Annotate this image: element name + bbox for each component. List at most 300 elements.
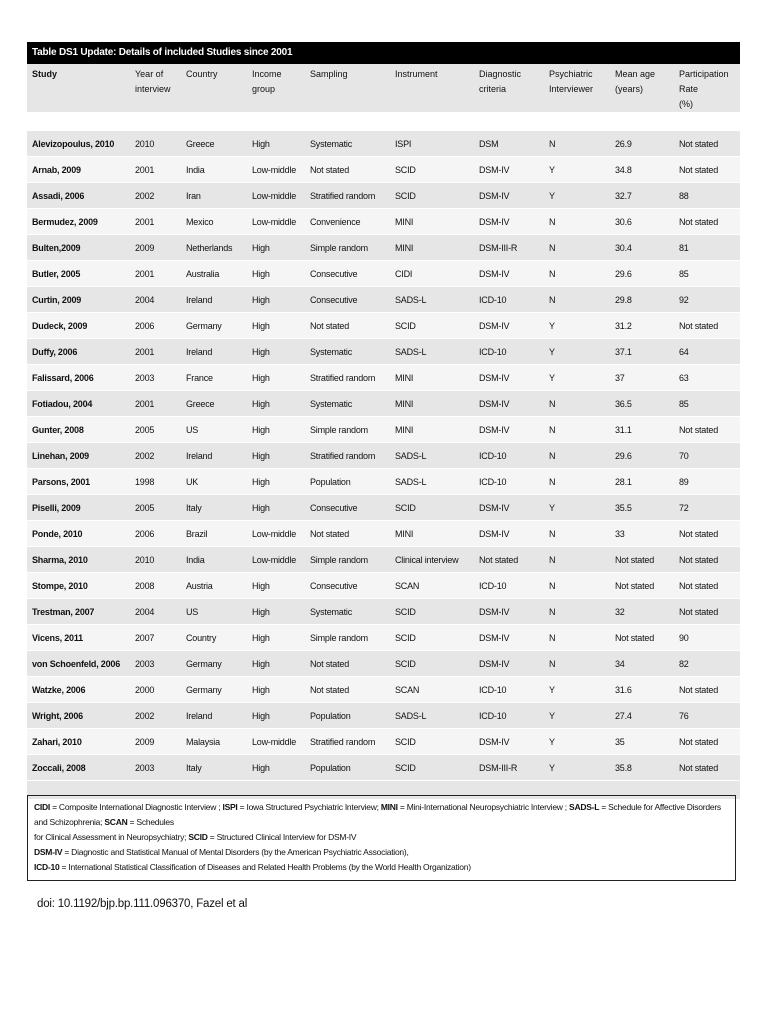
column-header-line: Interviewer	[549, 84, 594, 94]
table-cell: Not stated	[305, 677, 390, 703]
table-cell: High	[247, 235, 305, 261]
table-cell: Malaysia	[181, 729, 247, 755]
table-cell: N	[544, 417, 610, 443]
table-cell: High	[247, 339, 305, 365]
table-cell: N	[544, 469, 610, 495]
table-cell: 85	[674, 261, 740, 287]
table-cell: 89	[674, 469, 740, 495]
table-cell: ICD-10	[474, 339, 544, 365]
study-cell: Stompe, 2010	[27, 573, 130, 599]
table-cell: Not stated	[610, 547, 674, 573]
table-header-row	[27, 64, 740, 113]
study-cell: Vicens, 2011	[27, 625, 130, 651]
table-cell: Low-middle	[247, 521, 305, 547]
study-cell: Arnab, 2009	[27, 157, 130, 183]
abbreviation-legend	[27, 795, 736, 881]
table-cell: 2006	[130, 313, 181, 339]
table-row	[27, 625, 740, 651]
table-cell: 34	[610, 651, 674, 677]
table-cell: Germany	[181, 677, 247, 703]
abbreviation: SADS-L	[569, 802, 600, 812]
table-row	[27, 495, 740, 521]
column-header	[247, 64, 305, 113]
table-cell: Low-middle	[247, 209, 305, 235]
table-cell: N	[544, 573, 610, 599]
table-cell: MINI	[390, 521, 474, 547]
legend-line	[34, 860, 729, 875]
table-cell: 2010	[130, 547, 181, 573]
abbreviation-definition: = Schedule for Affective Disorders and Schizophrenia;	[34, 802, 721, 827]
table-cell: Simple random	[305, 547, 390, 573]
table-cell: N	[544, 131, 610, 157]
table-cell: MINI	[390, 391, 474, 417]
column-header-line: Participation Rate	[679, 69, 729, 94]
table-cell: 2004	[130, 599, 181, 625]
study-cell: Trestman, 2007	[27, 599, 130, 625]
table-cell: 2010	[130, 131, 181, 157]
table-row	[27, 755, 740, 781]
table-row	[27, 573, 740, 599]
study-cell: Fotiadou, 2004	[27, 391, 130, 417]
table-cell: 35	[610, 729, 674, 755]
table-cell: ICD-10	[474, 703, 544, 729]
table-cell: 92	[674, 287, 740, 313]
table-cell: 34.8	[610, 157, 674, 183]
abbreviation: ISPI	[222, 802, 238, 812]
table-cell: High	[247, 287, 305, 313]
table-cell: DSM-IV	[474, 261, 544, 287]
table-cell: 64	[674, 339, 740, 365]
table-cell: 2001	[130, 391, 181, 417]
table-cell: SCAN	[390, 677, 474, 703]
table-cell: Y	[544, 339, 610, 365]
column-header-line: (years)	[615, 84, 644, 94]
table-cell: High	[247, 677, 305, 703]
table-cell: 88	[674, 183, 740, 209]
abbreviation: CIDI	[34, 802, 50, 812]
table-cell: India	[181, 157, 247, 183]
study-cell: Alevizopoulus, 2010	[27, 131, 130, 157]
abbreviation: ICD-10	[34, 862, 60, 872]
table-cell: 2002	[130, 703, 181, 729]
table-cell: 2003	[130, 365, 181, 391]
table-cell: Germany	[181, 651, 247, 677]
table-cell: SADS-L	[390, 339, 474, 365]
study-cell: Butler, 2005	[27, 261, 130, 287]
table-cell: N	[544, 625, 610, 651]
table-cell: DSM-IV	[474, 209, 544, 235]
abbreviation-definition: for Clinical Assessment in Neuropsychiatry;	[34, 832, 189, 842]
column-header-line: Diagnostic criteria	[479, 69, 522, 94]
table-cell: SCID	[390, 157, 474, 183]
table-cell: 2000	[130, 677, 181, 703]
table-cell: 2005	[130, 495, 181, 521]
table-cell: DSM-IV	[474, 313, 544, 339]
column-header-line: Country	[186, 69, 218, 79]
abbreviation: SCAN	[104, 817, 128, 827]
table-cell: 76	[674, 703, 740, 729]
table-cell: Population	[305, 703, 390, 729]
table-cell: Not stated	[674, 417, 740, 443]
column-header	[610, 64, 674, 113]
table-cell: Not stated	[674, 547, 740, 573]
table-cell: 2003	[130, 755, 181, 781]
table-cell: ICD-10	[474, 287, 544, 313]
table-cell: MINI	[390, 365, 474, 391]
table-row	[27, 287, 740, 313]
table-cell: 29.6	[610, 443, 674, 469]
table-cell: N	[544, 235, 610, 261]
abbreviation-definition: = Diagnostic and Statistical Manual of Mental Disorders (by the American Psychiatric Association),	[62, 847, 409, 857]
table-cell: SCID	[390, 755, 474, 781]
table-cell: High	[247, 131, 305, 157]
table-row	[27, 521, 740, 547]
column-header	[305, 64, 390, 113]
table-cell: High	[247, 469, 305, 495]
table-cell: Germany	[181, 313, 247, 339]
table-cell: Not stated	[674, 755, 740, 781]
table-cell: Not stated	[674, 599, 740, 625]
table-cell: 37.1	[610, 339, 674, 365]
column-header-line: interview	[135, 84, 171, 94]
table-cell: 31.6	[610, 677, 674, 703]
table-cell: 31.2	[610, 313, 674, 339]
column-header	[474, 64, 544, 113]
table-cell: 72	[674, 495, 740, 521]
table-cell: N	[544, 261, 610, 287]
abbreviation-definition: = Structured Clinical Interview for DSM-IV	[207, 832, 357, 842]
table-row	[27, 339, 740, 365]
table-cell: SCID	[390, 625, 474, 651]
study-cell: Falissard, 2006	[27, 365, 130, 391]
table-cell: 2001	[130, 209, 181, 235]
table-cell: 32.7	[610, 183, 674, 209]
table-cell: 2009	[130, 729, 181, 755]
table-cell: High	[247, 599, 305, 625]
abbreviation-definition: = Mini-International Neuropsychiatric Interview ;	[397, 802, 570, 812]
table-cell: DSM-IV	[474, 417, 544, 443]
table-cell: N	[544, 521, 610, 547]
table-cell: High	[247, 365, 305, 391]
table-cell: Not stated	[674, 157, 740, 183]
table-cell: High	[247, 417, 305, 443]
table-cell: Simple random	[305, 417, 390, 443]
table-body	[27, 113, 740, 800]
table-cell: 2003	[130, 651, 181, 677]
column-header-line: Mean age	[615, 69, 656, 79]
table-cell: 82	[674, 651, 740, 677]
table-cell: DSM-III-R	[474, 235, 544, 261]
table-cell: 35.5	[610, 495, 674, 521]
table-cell: Consecutive	[305, 287, 390, 313]
study-cell: Assadi, 2006	[27, 183, 130, 209]
table-cell: Consecutive	[305, 573, 390, 599]
table-cell: 81	[674, 235, 740, 261]
table-cell: Y	[544, 729, 610, 755]
table-cell: SCID	[390, 495, 474, 521]
table-cell: Y	[544, 703, 610, 729]
table-cell: DSM-IV	[474, 183, 544, 209]
table-cell: SCID	[390, 651, 474, 677]
table-cell: 63	[674, 365, 740, 391]
table-row	[27, 209, 740, 235]
table-cell: 85	[674, 391, 740, 417]
table-cell: Ireland	[181, 443, 247, 469]
legend-line	[34, 845, 729, 860]
column-header	[674, 64, 740, 113]
table-cell: SADS-L	[390, 287, 474, 313]
table-cell: Brazil	[181, 521, 247, 547]
table-cell: MINI	[390, 235, 474, 261]
table-cell: High	[247, 495, 305, 521]
table-cell: Population	[305, 755, 390, 781]
study-cell: Watzke, 2006	[27, 677, 130, 703]
study-cell: Ponde, 2010	[27, 521, 130, 547]
table-cell: Country	[181, 625, 247, 651]
table-cell: Y	[544, 677, 610, 703]
table-cell: ICD-10	[474, 469, 544, 495]
table-cell: 2009	[130, 235, 181, 261]
table-row	[27, 547, 740, 573]
table-cell: High	[247, 391, 305, 417]
table-row	[27, 391, 740, 417]
doi-citation: doi: 10.1192/bjp.bp.111.096370, Fazel et al	[37, 898, 248, 910]
table-cell: High	[247, 443, 305, 469]
study-cell: Parsons, 2001	[27, 469, 130, 495]
table-cell: Not stated	[674, 573, 740, 599]
studies-table	[27, 64, 740, 799]
table-cell: ICD-10	[474, 443, 544, 469]
table-cell: 36.5	[610, 391, 674, 417]
table-cell: Systematic	[305, 391, 390, 417]
table-cell: Systematic	[305, 339, 390, 365]
table-cell: High	[247, 261, 305, 287]
table-cell: Iran	[181, 183, 247, 209]
table-cell: 37	[610, 365, 674, 391]
column-header-line: Income group	[252, 69, 282, 94]
column-header	[544, 64, 610, 113]
table-cell: High	[247, 313, 305, 339]
table-cell: 90	[674, 625, 740, 651]
table-cell: Greece	[181, 391, 247, 417]
table-cell: High	[247, 755, 305, 781]
table-cell: 2001	[130, 339, 181, 365]
table-cell: Systematic	[305, 599, 390, 625]
table-row	[27, 131, 740, 157]
abbreviation-definition: = Composite International Diagnostic Interview ;	[50, 802, 223, 812]
study-cell: Piselli, 2009	[27, 495, 130, 521]
table-cell: 2001	[130, 157, 181, 183]
table-cell: DSM-IV	[474, 521, 544, 547]
table-cell: Australia	[181, 261, 247, 287]
table-cell: Systematic	[305, 131, 390, 157]
table-cell: Y	[544, 183, 610, 209]
table-cell: 70	[674, 443, 740, 469]
column-header-line: (%)	[679, 99, 693, 109]
table-cell: France	[181, 365, 247, 391]
abbreviation: SCID	[188, 832, 208, 842]
table-cell: Low-middle	[247, 157, 305, 183]
table-cell: Not stated	[474, 547, 544, 573]
spacer-row	[27, 113, 740, 132]
table-cell: Italy	[181, 755, 247, 781]
table-cell: High	[247, 625, 305, 651]
study-cell: Dudeck, 2009	[27, 313, 130, 339]
table-cell: Austria	[181, 573, 247, 599]
table-cell: N	[544, 209, 610, 235]
table-cell: N	[544, 651, 610, 677]
table-cell: Not stated	[674, 729, 740, 755]
table-cell: ICD-10	[474, 573, 544, 599]
table-cell: MINI	[390, 417, 474, 443]
table-cell: 31.1	[610, 417, 674, 443]
table-cell: Y	[544, 755, 610, 781]
table-cell: 2005	[130, 417, 181, 443]
table-cell: 2008	[130, 573, 181, 599]
table-cell: Consecutive	[305, 261, 390, 287]
table-cell: 29.6	[610, 261, 674, 287]
table-cell: 35.8	[610, 755, 674, 781]
table-cell: Low-middle	[247, 729, 305, 755]
study-cell: Bulten,2009	[27, 235, 130, 261]
abbreviation: MINI	[380, 802, 398, 812]
table-row	[27, 261, 740, 287]
study-cell: von Schoenfeld, 2006	[27, 651, 130, 677]
table-cell: SCAN	[390, 573, 474, 599]
table-row	[27, 235, 740, 261]
table-cell: SADS-L	[390, 703, 474, 729]
table-cell: India	[181, 547, 247, 573]
table-row	[27, 443, 740, 469]
table-cell: DSM-III-R	[474, 755, 544, 781]
table-cell: MINI	[390, 209, 474, 235]
abbreviation-definition: = International Statistical Classification of Diseases and Related Health Problems (by the World Health Organization)	[59, 862, 471, 872]
table-cell: Not stated	[674, 521, 740, 547]
table-cell: Convenience	[305, 209, 390, 235]
column-header-line: Study	[32, 69, 58, 79]
table-cell: Not stated	[674, 677, 740, 703]
table-cell: N	[544, 547, 610, 573]
study-cell: Linehan, 2009	[27, 443, 130, 469]
column-header	[27, 64, 130, 113]
table-row	[27, 729, 740, 755]
legend-line	[34, 830, 729, 845]
column-header-line: Sampling	[310, 69, 348, 79]
table-cell: Low-middle	[247, 183, 305, 209]
table-title: Table DS1 Update: Details of included Studies since 2001	[27, 42, 740, 64]
table-cell: SCID	[390, 183, 474, 209]
study-cell: Bermudez, 2009	[27, 209, 130, 235]
table-cell: ISPI	[390, 131, 474, 157]
table-row	[27, 599, 740, 625]
study-cell: Duffy, 2006	[27, 339, 130, 365]
table-cell: 1998	[130, 469, 181, 495]
table-cell: SCID	[390, 313, 474, 339]
table-row	[27, 677, 740, 703]
table-cell: SADS-L	[390, 443, 474, 469]
table-cell: 30.4	[610, 235, 674, 261]
table-cell: DSM-IV	[474, 651, 544, 677]
table-cell: Clinical interview	[390, 547, 474, 573]
table-cell: US	[181, 417, 247, 443]
table-cell: Not stated	[610, 625, 674, 651]
table-cell: CIDI	[390, 261, 474, 287]
table-cell: Stratified random	[305, 183, 390, 209]
table-cell: Stratified random	[305, 443, 390, 469]
table-cell: Not stated	[305, 651, 390, 677]
table-cell: Ireland	[181, 703, 247, 729]
table-cell: Ireland	[181, 287, 247, 313]
table-cell: Population	[305, 469, 390, 495]
table-cell: Y	[544, 495, 610, 521]
table-cell: 2002	[130, 183, 181, 209]
table-cell: Stratified random	[305, 365, 390, 391]
table-cell: N	[544, 391, 610, 417]
table-row	[27, 157, 740, 183]
table-cell: 2004	[130, 287, 181, 313]
table-row	[27, 183, 740, 209]
table-cell: DSM-IV	[474, 625, 544, 651]
study-cell: Gunter, 2008	[27, 417, 130, 443]
table-cell: 32	[610, 599, 674, 625]
abbreviation-definition: = Schedules	[127, 817, 174, 827]
table-cell: Not stated	[305, 313, 390, 339]
table-row	[27, 703, 740, 729]
table-cell: Y	[544, 157, 610, 183]
column-header-line: Instrument	[395, 69, 438, 79]
study-cell: Curtin, 2009	[27, 287, 130, 313]
table-cell: DSM-IV	[474, 495, 544, 521]
table-cell: DSM-IV	[474, 365, 544, 391]
column-header-line: Psychiatric	[549, 69, 593, 79]
table-cell: High	[247, 573, 305, 599]
table-cell: Italy	[181, 495, 247, 521]
table-cell: 2006	[130, 521, 181, 547]
table-cell: Not stated	[610, 573, 674, 599]
study-cell: Wright, 2006	[27, 703, 130, 729]
table-cell: 30.6	[610, 209, 674, 235]
table-cell: Stratified random	[305, 729, 390, 755]
table-cell: 33	[610, 521, 674, 547]
table-cell: Greece	[181, 131, 247, 157]
abbreviation: DSM-IV	[34, 847, 63, 857]
column-header	[181, 64, 247, 113]
table-row	[27, 469, 740, 495]
table-cell: 28.1	[610, 469, 674, 495]
table-cell: DSM	[474, 131, 544, 157]
column-header	[130, 64, 181, 113]
table-cell: N	[544, 287, 610, 313]
table-cell: DSM-IV	[474, 391, 544, 417]
table-cell: 26.9	[610, 131, 674, 157]
table-cell: Y	[544, 313, 610, 339]
table-cell: DSM-IV	[474, 157, 544, 183]
study-cell: Sharma, 2010	[27, 547, 130, 573]
study-cell: Zoccali, 2008	[27, 755, 130, 781]
column-header-line: Year of	[135, 69, 164, 79]
table-cell: Mexico	[181, 209, 247, 235]
table-cell: Not stated	[674, 313, 740, 339]
abbreviation-definition: = Iowa Structured Psychiatric Interview;	[237, 802, 381, 812]
table-cell: UK	[181, 469, 247, 495]
table-cell: N	[544, 599, 610, 625]
table-cell: SCID	[390, 599, 474, 625]
legend-line	[34, 800, 729, 830]
table-row	[27, 417, 740, 443]
table-cell: High	[247, 703, 305, 729]
table-cell: Simple random	[305, 235, 390, 261]
table-cell: Simple random	[305, 625, 390, 651]
